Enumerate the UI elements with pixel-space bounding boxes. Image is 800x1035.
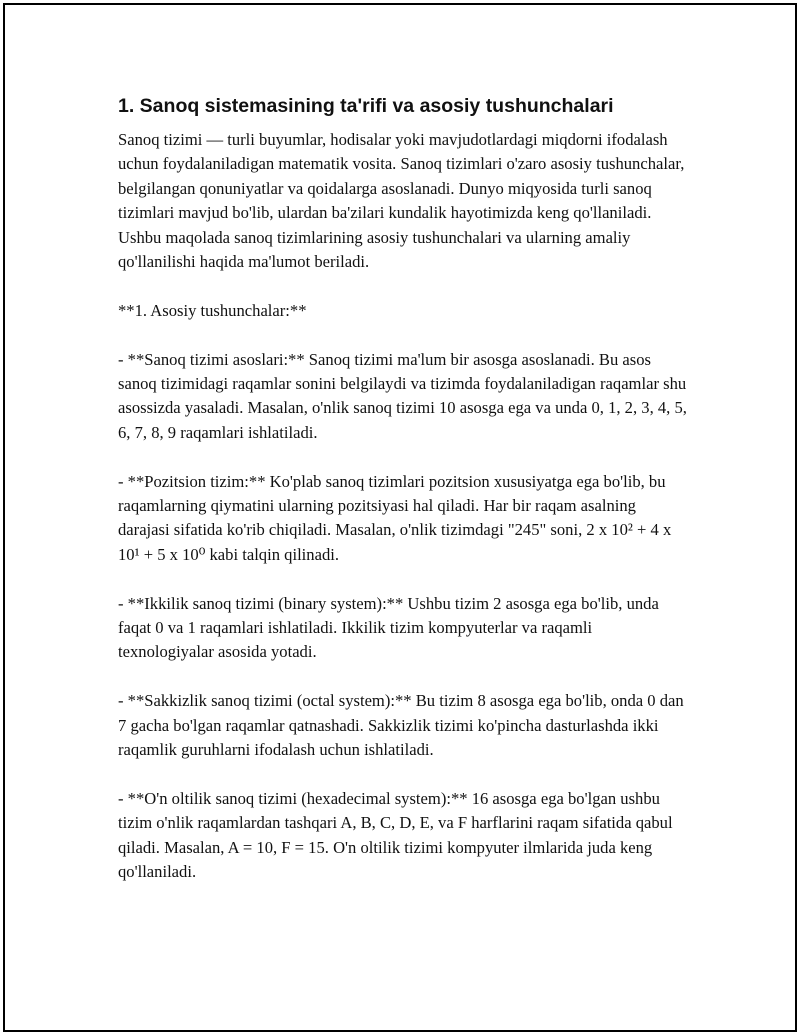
intro-paragraph: Sanoq tizimi — turli buyumlar, hodisalar yoki mavjudotlardagi miqdorni ifodalash uchun foydalaniladigan matematik vosita. Sanoq tizimlari o'zaro asosiy tushunchalar, belgilangan qonuniyatlar va qoidalarga asoslanadi. Dunyo miqyosida turli sanoq tizimlari mavjud bo'lib, ulardan ba'zilari kundalik hayotimizda keng qo'llaniladi. Ushbu maqolada sanoq tizimlarining asosiy tushunchalari va ularning amaliy qo'llanilishi haqida ma'lumot beriladi. [118, 130, 685, 272]
subheading-paragraph: **1. Asosiy tushunchalar:** [118, 300, 307, 320]
bullet-paragraph-binary: - **Ikkilik sanoq tizimi (binary system):** Ushbu tizim 2 asosga ega bo'lib, unda faqat 0 va 1 raqamlari ishlatiladi. Ikkilik tizim kompyuterlar va raqamli texnologiyalar asosida yotadi. [118, 593, 659, 662]
bullet-paragraph-octal: - **Sakkizlik sanoq tizimi (octal system):** Bu tizim 8 asosga ega bo'lib, onda 0 dan 7 gacha bo'lgan raqamlar qatnashadi. Sakkizlik tizimi ko'pincha dasturlashda ikki raqamlik guruhlarni ifodalash uchun ishlatiladi. [118, 691, 684, 760]
section-heading: 1. Sanoq sistemasining ta'rifi va asosiy tushunchalari [118, 95, 614, 117]
bullet-paragraph-base: - **Sanoq tizimi asoslari:** Sanoq tizimi ma'lum bir asosga asoslanadi. Bu asos sanoq tizimidagi raqamlar sonini belgilaydi va tizimda foydalaniladigan raqamlar shu asossizda yasaladi. Masalan, o'nlik sanoq tizimi 10 asosga ega va unda 0, 1, 2, 3, 4, 5, 6, 7, 8, 9 raqamlari ishlatiladi. [118, 349, 687, 442]
bullet-paragraph-positional: - **Pozitsion tizim:** Ko'plab sanoq tizimlari pozitsion xususiyatga ega bo'lib, bu raqamlarning qiymatini ularning pozitsiyasi hal qiladi. Har bir raqam asalning darajasi sifatida ko'rib chiqiladi. Masalan, o'nlik tizimdagi "245" soni, 2 x 10² + 4 x 10¹ + 5 x 10⁰ kabi talqin qilinadi. [118, 471, 672, 564]
document-body [118, 92, 688, 909]
bullet-paragraph-hexadecimal: - **O'n oltilik sanoq tizimi (hexadecimal system):** 16 asosga ega bo'lgan ushbu tizim o'nlik raqamlardan tashqari A, B, C, D, E, va F harflarini raqam sifatida qabul qiladi. Masalan, A = 10, F = 15. O'n oltilik tizimi kompyuter ilmlarida juda keng qo'llaniladi. [118, 788, 673, 882]
